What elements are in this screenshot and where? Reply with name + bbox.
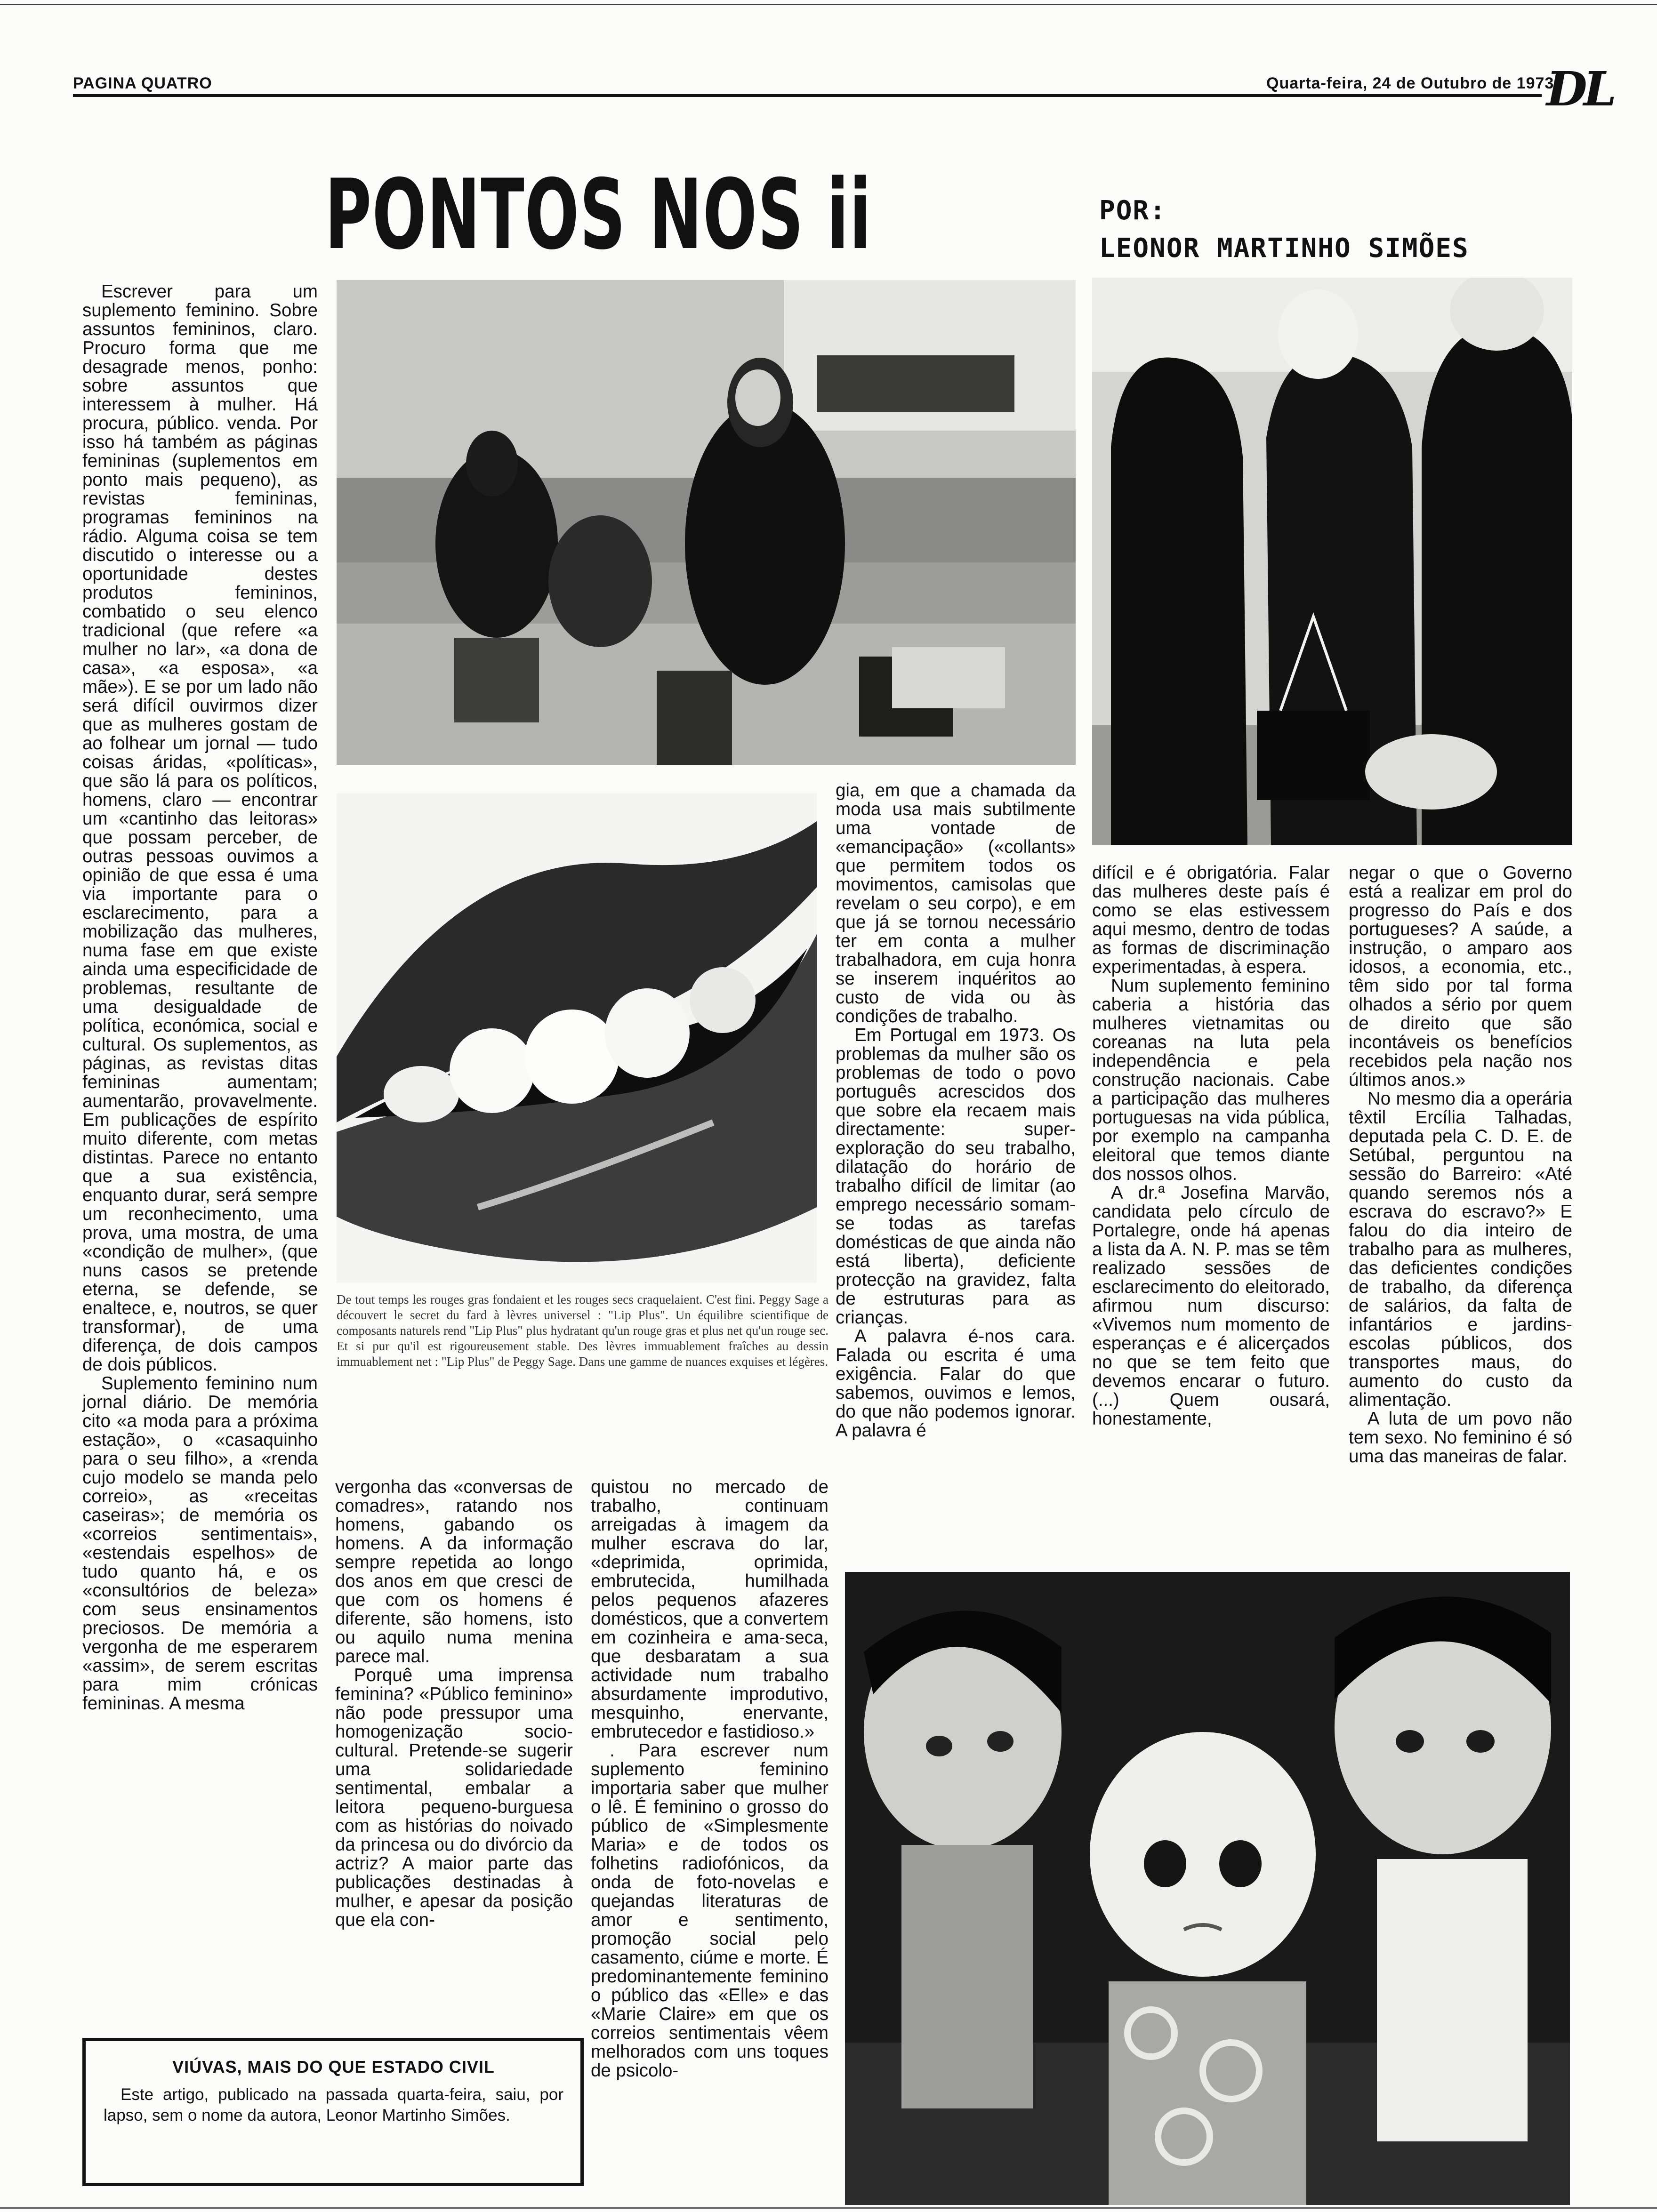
correction-text: Este artigo, publicado na passada quarta-feira, saiu, por lapso, sem o nome da autora, Leonor Martinho Simões. [104, 2085, 563, 2124]
article-column-6 [1349, 864, 1572, 1466]
header-rule [73, 94, 1542, 97]
article-paragraph: A luta de um povo não tem sexo. No feminino é só uma das maneiras de falar. [1349, 1409, 1572, 1467]
photo-women [1092, 278, 1572, 845]
article-paragraph: Suplemento feminino num jornal diário. De memória cito «a moda para a próxima estação», o «casaquinho para o seu filho», a «renda cujo modelo se manda pelo correio», as «receitas caseiras»; de memória os «correios sentimentais», «estendais espelhos» de tudo quanto há, e os «consultórios de beleza» com seus ensinamentos preciosos. De memória a vergonha de me esperarem «assim», de serem escritas para mim crónicas femininas. A mesma [82, 1373, 318, 1714]
article-paragraph: A palavra é-nos cara. Falada ou escrita é uma exigência. Falar do que sabemos, ouvimos e lemos, do que não podemos ignorar. A palavra é [836, 1326, 1076, 1441]
article-paragraph: Escrever para um suplemento feminino. Sobre assuntos femininos, claro. Procuro forma que me desagrade menos, ponho: sobre assuntos que interessem à mulher. Há procura, público. venda. Por isso há também as páginas femininas (suplementos em ponto mais pequeno), as revistas femininas, programas femininos na rádio. Alguma coisa se tem discutido o interesse ou a oportunidade destes produtos femininos, combatido o seu elenco tradicional (que refere «a mulher no lar», «a dona de casa», «a esposa», «a mãe»). E se por um lado não será difícil ouvirmos dizer que as mulheres gostam de ao folhear um jornal — tudo coisas áridas, «políticas», que são lá para os políticos, homens, claro — encontrar um «cantinho das leitoras» que possam perceber, de outras pessoas ouvimos a opinião de que essa é uma via importante para o esclarecimento, para a mobilização das mulheres, numa fase em que existe ainda uma especificidade de problemas, resultante de uma desigualdade de política, económica, social e cultural. Os suplementos, as páginas, as revistas ditas femininas aumentam; aumentarão, provavelmente. Em publicações de espírito muito diferente, com metas distintas. Parece no entanto que a sua existência, enquanto durar, será sempre um reconhecimento, uma prova, uma mostra, de uma «condição de mulher», (que nuns casos se pretende eterna, se defende, se enaltece, e, noutros, se quer transformar), de uma diferença, de dois campos de dois públicos. [82, 281, 318, 1375]
article-column-5 [1092, 864, 1330, 1428]
photo-station [337, 280, 1076, 765]
article-column-2 [335, 1478, 573, 1930]
byline-author: LEONOR MARTINHO SIMÕES [1099, 233, 1469, 264]
article-paragraph: . Para escrever num suplemento feminino importaria saber que mulher o lê. É feminino o grosso do público de «Simplesmente Maria» e de todos os folhetins radiofónicos, da onda de foto-novelas e quejandas literaturas de amor e sentimento, promoção social pelo casamento, ciúme e morte. É predominantemente feminino o público das «Elle» e das «Marie Claire» em que os correios sentimentais vêem melhorados com uns toques de psicolo- [591, 1740, 828, 2081]
article-paragraph: Num suplemento feminino caberia a história das mulheres vietnamitas ou coreanas na luta pela independência e pela construção nacionais. Cabe a participação das mulheres portuguesas na vida pública, por exemplo na campanha eleitoral que temos diante dos nossos olhos. [1092, 976, 1330, 1184]
photo-dolls [845, 1572, 1570, 2205]
article-paragraph: vergonha das «conversas de comadres», ratando nos homens, gabando os homens. A da informação sempre repetida ao longo dos anos em que cresci de que com os homens é diferente, são homens, isto ou aquilo numa menina parece mal. [335, 1477, 573, 1667]
correction-title: VIÚVAS, MAIS DO QUE ESTADO CIVIL [172, 2057, 495, 2076]
article-paragraph: quistou no mercado de trabalho, continuam arreigadas à imagem da mulher escrava do lar, «deprimida, oprimida, embrutecida, humilhada pelos pequenos afazeres domésticos, que a convertem em cozinheira e ama-seca, que desbaratam a sua actividade num trabalho absurdamente improdutivo, mesquinho, enervante, embrutecedor e fastidioso.» [591, 1477, 828, 1742]
article-paragraph: No mesmo dia a operária têxtil Ercília Talhadas, deputada pela C. D. E. de Setúbal, perguntou na sessão do Barreiro: «Até quando seremos nós a escrava do escravo?» E falou do dia inteiro de trabalho para as mulheres, das deficientes condições de trabalho, da diferença de salários, da falta de infantários e jardins-escolas públicos, dos transportes maus, do aumento do custo da alimentação. [1349, 1089, 1572, 1410]
article-paragraph: Porquê uma imprensa feminina? «Público feminino» não pode pressupor uma homogenização socio-cultural. Pretende-se sugerir uma solidariedade sentimental, embalar a leitora pequeno-burguesa com as histórias do noivado da princesa ou do divórcio da actriz? A maior parte das publicações destinadas à mulher, e apesar da posição que ela con- [335, 1665, 573, 1930]
article-paragraph: negar o que o Governo está a realizar em prol do progresso do País e dos portugueses? A saúde, a instrução, o amparo aos idosos, a economia, etc., têm sido por tal forma olhados a sério por quem de direito que são incontáveis os benefícios recebidos pela nação nos últimos anos.» [1349, 863, 1572, 1090]
top-rule [0, 4, 1657, 5]
ad-caption: De tout temps les rouges gras fondaient et les rouges secs craquelaient. C'est fini. Peggy Sage a découvert le secret du fard à lèvres universel : "Lip Plus". Un équilibre scientifique de composants naturels rend "Lip Plus" plus hydratant qu'un rouge gras et plus net qu'un rouge sec. Et si pur qu'il est rigoureusement stable. Des lèvres immuablement fraîches au dessin immuablement net : "Lip Plus" de Peggy Sage. Dans une gamme de nuances exquises et légères. [337, 1292, 828, 1369]
photo-lips [337, 793, 817, 1282]
article-paragraph: difícil e é obrigatória. Falar das mulheres deste país é como se elas estivessem aqui mesmo, dentro de todas as formas de discriminação experimentadas, à espera. [1092, 863, 1330, 977]
newspaper-logo: DL [1546, 61, 1613, 117]
article-column-4 [836, 781, 1076, 1440]
article-title: PONTOS NOS ii [325, 159, 872, 271]
byline-label: POR: [1099, 195, 1166, 226]
article-paragraph: A dr.ª Josefina Marvão, candidata pelo círculo de Portalegre, onde há apenas a lista da A. N. P. mas se têm realizado sessões de esclarecimento do eleitorado, afirmou num discurso: «Vivemos num momento de esperanças e é alicerçados no que se tem feito que devemos encarar o futuro. (...) Quem ousará, honestamente, [1092, 1183, 1330, 1429]
page-label: PAGINA QUATRO [73, 74, 212, 92]
bottom-rule [0, 2207, 1657, 2209]
article-paragraph: Em Portugal em 1973. Os problemas da mulher são os problemas de todo o povo português acrescidos dos que sobre ela recaem mais directamente: super-exploração do seu trabalho, dilatação do horário de trabalho difícil de limitar (ao emprego necessário somam-se todas as tarefas domésticas de que ainda não está liberta), deficiente protecção na gravidez, falta de estruturas para as crianças. [836, 1025, 1076, 1328]
article-column-3 [591, 1478, 828, 2080]
article-column-1 [82, 282, 318, 1713]
article-paragraph: gia, em que a chamada da moda usa mais subtilmente uma vontade de «emancipação» («collants» que permitem todos os movimentos, camisolas que revelam o seu corpo), e em que já se tornou necessário ter em conta a mulher trabalhadora, em cuja honra se inserem inquéritos ao custo de vida ou às condições de trabalho. [836, 780, 1076, 1026]
issue-date: Quarta-feira, 24 de Outubro de 1973 [1266, 74, 1554, 92]
correction-box [82, 2038, 584, 2186]
